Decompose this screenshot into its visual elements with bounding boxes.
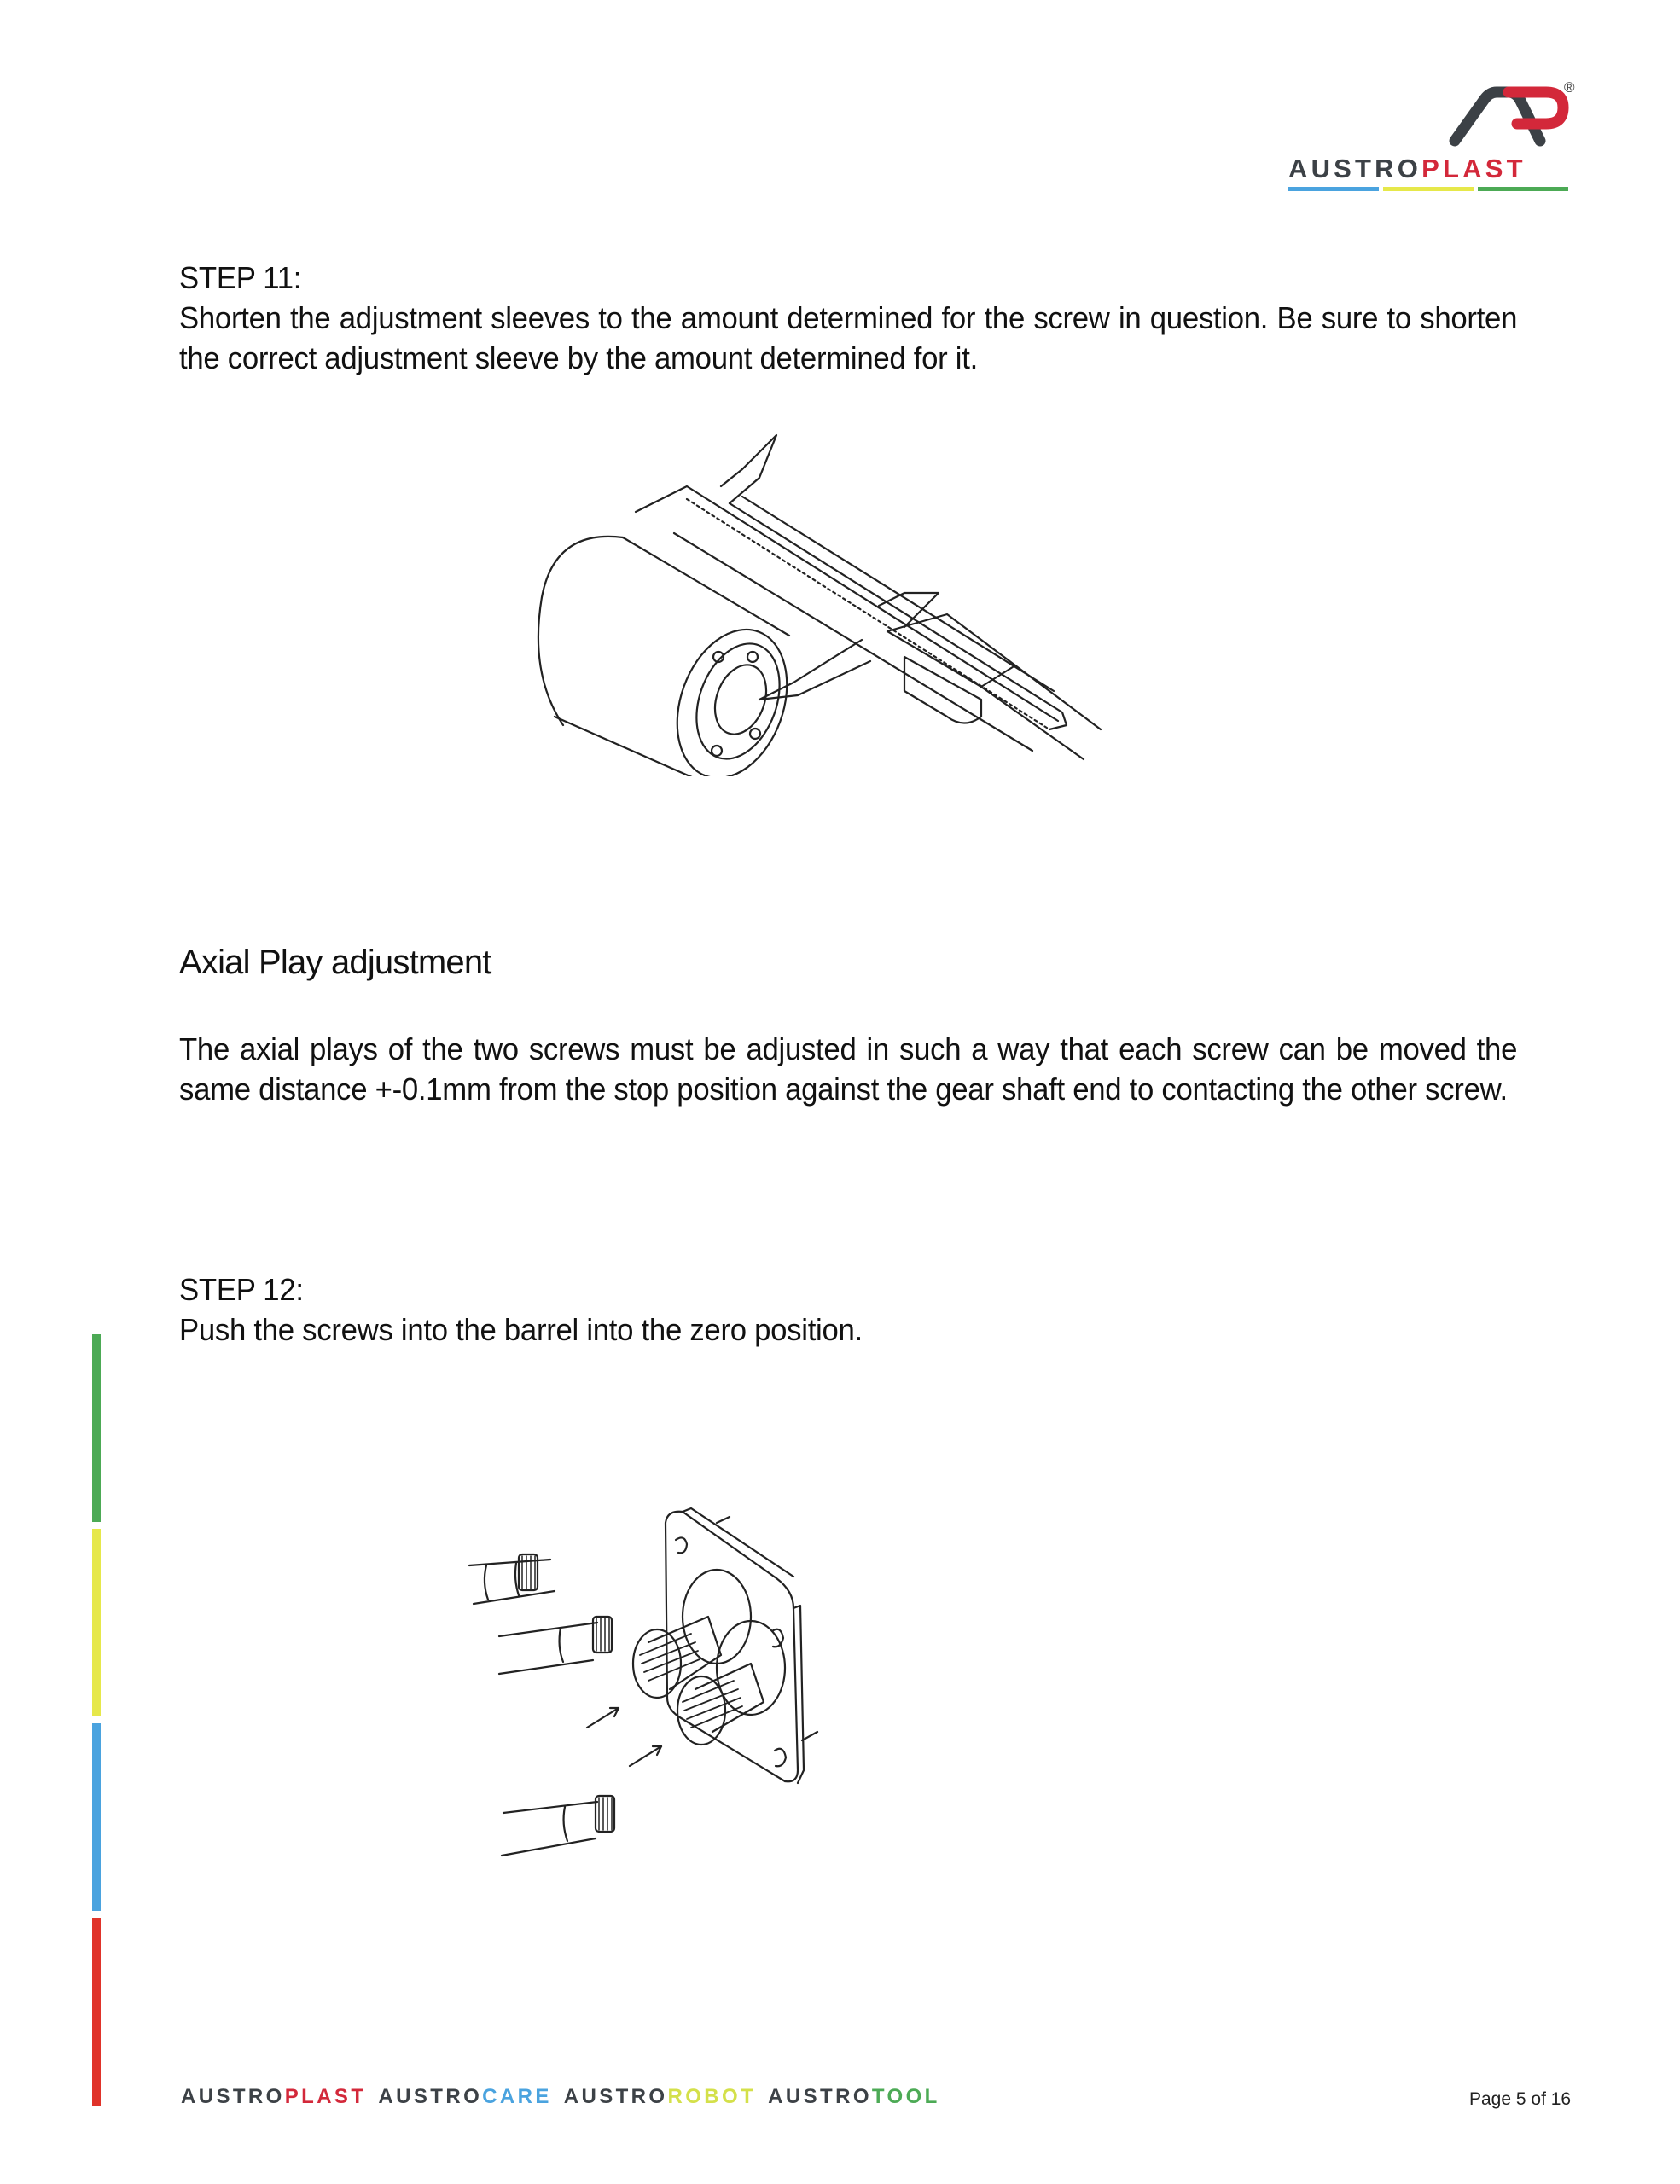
section-heading-axial-play: Axial Play adjustment [179,944,491,981]
axial-play-text: The axial plays of the two screws must be adjusted in such a way that each screw can be moved the same distance +-0.1mm from the stop position against the gear shaft end to contacting the other screw. [179,1031,1518,1107]
step12-label: STEP 12: [179,1272,304,1307]
logo-underline-green [1478,187,1568,191]
logo-underline-blue [1288,187,1379,191]
side-bar-segment-blue [92,1723,101,1911]
logo-underline-yellow [1383,187,1474,191]
footer-brand-list [181,2087,952,2107]
screws-into-barrel-figure [435,1484,1067,1902]
austroplast-logo [1280,77,1587,205]
step11-label: STEP 11: [179,260,302,295]
page-number: Page 5 of 16 [1469,2089,1572,2109]
caliper-measurement-figure [503,401,1126,776]
footer-brand-austrocare: AUSTROCARE [378,2085,552,2108]
logo-wordmark: AUSTROPLAST [1288,154,1526,183]
step11-text: Shorten the adjustment sleeves to the amount determined for the screw in question. Be sure to shorten the correct adjustment sleeve by the amount determined for it. [179,300,1518,375]
footer-brand-austroplast: AUSTROPLAST [181,2085,367,2108]
registered-mark: ® [1564,79,1575,96]
side-bar-segment-green [92,1334,101,1522]
step12-text: Push the screws into the barrel into the zero position. [179,1312,863,1347]
ap-mark-icon [1280,77,1587,154]
footer-brand-austrorobot: AUSTROROBOT [563,2085,757,2108]
side-bar-segment-yellow [92,1529,101,1716]
side-bar-segment-red [92,1918,101,2106]
footer-brand-austrotool: AUSTROTOOL [768,2085,940,2108]
